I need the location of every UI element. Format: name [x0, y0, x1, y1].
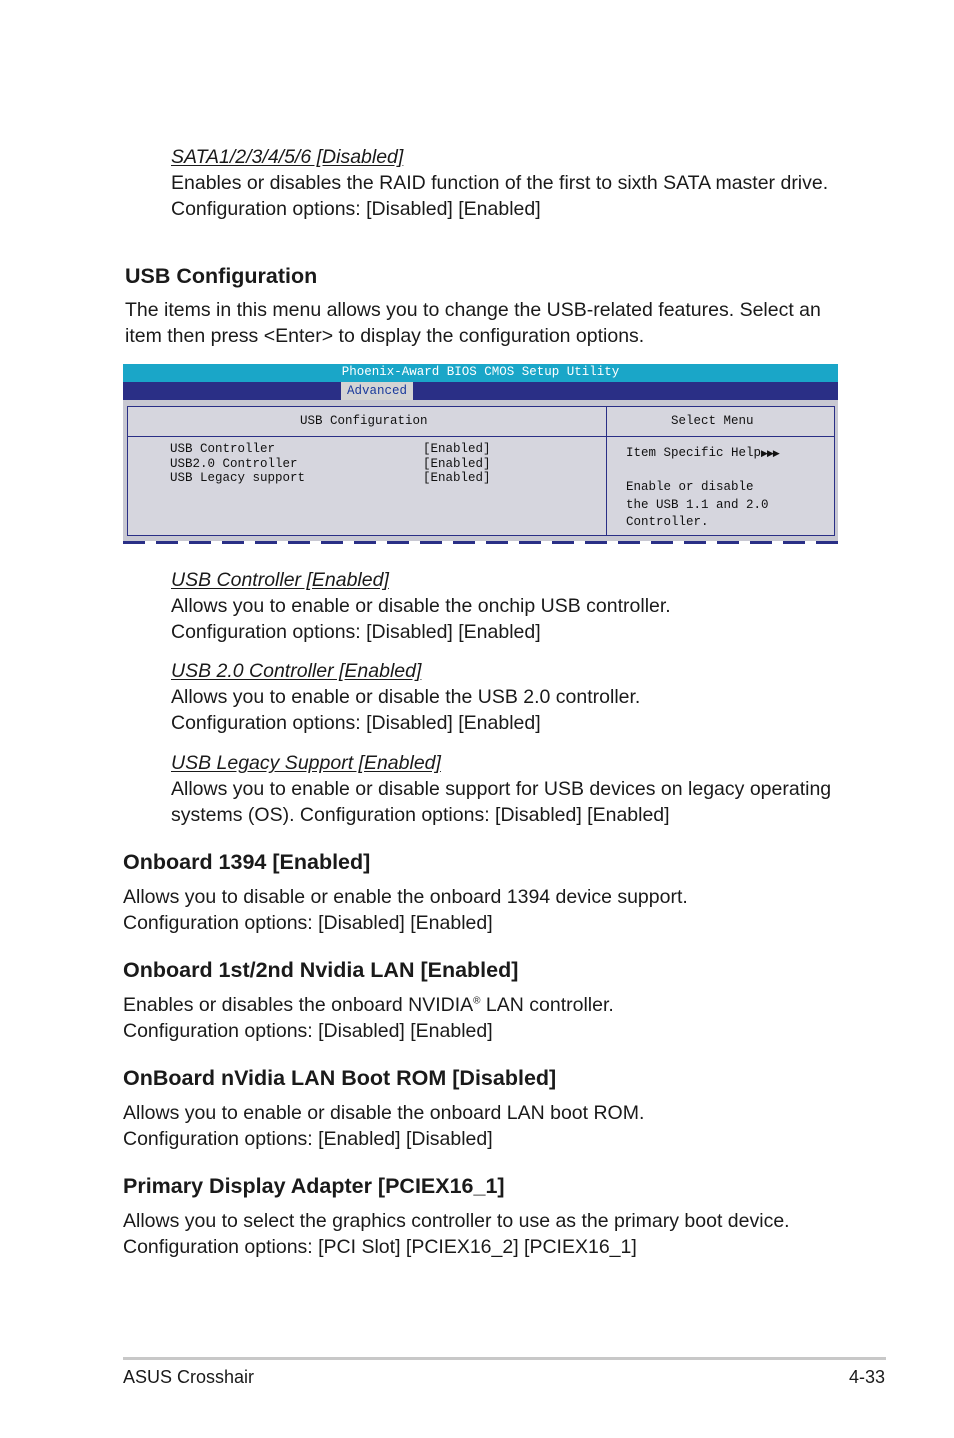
primary-display-options: Configuration options: [PCI Slot] [PCIEX16_2] [PCIEX16_1]	[123, 1236, 637, 1258]
triple-chevron-icon: ▶▶▶	[761, 449, 779, 459]
bios-help-header: Select Menu	[671, 414, 754, 428]
usb-controller-description: Allows you to enable or disable the onchip USB controller.	[171, 595, 671, 617]
bios-header-divider	[128, 436, 834, 437]
bios-help-line-2: the USB 1.1 and 2.0	[626, 498, 769, 512]
bios-tab-bar	[123, 382, 838, 400]
bios-panel	[127, 406, 835, 536]
usb-controller-title: USB Controller [Enabled]	[171, 569, 389, 591]
bios-title-bar	[123, 364, 838, 382]
sata-options: Configuration options: [Disabled] [Enabled]	[171, 198, 541, 220]
bios-item-usb-controller-value[interactable]: [Enabled]	[423, 442, 491, 456]
usb-configuration-intro-line2: item then press <Enter> to display the configuration options.	[125, 325, 645, 347]
onboard-1394-options: Configuration options: [Disabled] [Enabled]	[123, 912, 493, 934]
usb-controller-options: Configuration options: [Disabled] [Enabled]	[171, 621, 541, 643]
footer-rule	[123, 1357, 886, 1360]
nvidia-lan-description	[123, 992, 614, 1018]
usb20-controller-description: Allows you to enable or disable the USB 2.0 controller.	[171, 686, 641, 708]
bios-item-usb-controller-label[interactable]: USB Controller	[170, 442, 276, 456]
primary-display-description: Allows you to select the graphics controller to use as the primary boot device.	[123, 1210, 790, 1232]
bios-help-line-1: Enable or disable	[626, 480, 754, 494]
bios-item-usb20-controller-value[interactable]: [Enabled]	[423, 457, 491, 471]
lan-boot-rom-description: Allows you to enable or disable the onboard LAN boot ROM.	[123, 1102, 645, 1124]
footer-product-name: ASUS Crosshair	[123, 1367, 255, 1387]
bios-help-title-text: Item Specific Help	[626, 446, 762, 460]
lan-boot-rom-heading: OnBoard nVidia LAN Boot ROM [Disabled]	[123, 1066, 557, 1090]
bios-item-usb20-controller-label[interactable]: USB2.0 Controller	[170, 457, 298, 471]
onboard-1394-description: Allows you to disable or enable the onboard 1394 device support.	[123, 886, 688, 908]
sata-description: Enables or disables the RAID function of the first to sixth SATA master drive.	[171, 172, 829, 194]
bios-dashed-border	[123, 541, 838, 544]
lan-boot-rom-options: Configuration options: [Enabled] [Disabled]	[123, 1128, 493, 1150]
bios-help-line-3: Controller.	[626, 515, 709, 529]
bios-tab-advanced[interactable]: Advanced	[341, 382, 413, 400]
sata-item-title: SATA1/2/3/4/5/6 [Disabled]	[171, 146, 404, 168]
bios-item-usb-legacy-value[interactable]: [Enabled]	[423, 471, 491, 485]
usb-legacy-title: USB Legacy Support [Enabled]	[171, 752, 441, 774]
onboard-1394-heading: Onboard 1394 [Enabled]	[123, 850, 371, 874]
usb-configuration-heading: USB Configuration	[125, 264, 318, 288]
bios-screenshot	[123, 364, 838, 546]
usb-legacy-options: systems (OS). Configuration options: [Disabled] [Enabled]	[171, 804, 670, 826]
primary-display-heading: Primary Display Adapter [PCIEX16_1]	[123, 1174, 505, 1198]
bios-menu-header: USB Configuration	[300, 414, 428, 428]
nvidia-lan-description-start: Enables or disables the onboard NVIDIA	[123, 994, 474, 1016]
usb20-controller-options: Configuration options: [Disabled] [Enabled]	[171, 712, 541, 734]
usb20-controller-title: USB 2.0 Controller [Enabled]	[171, 660, 422, 682]
nvidia-lan-heading: Onboard 1st/2nd Nvidia LAN [Enabled]	[123, 958, 519, 982]
bios-help-title	[626, 446, 779, 462]
bios-item-usb-legacy-label[interactable]: USB Legacy support	[170, 471, 306, 485]
bios-body	[123, 400, 838, 541]
usb-configuration-intro-line1: The items in this menu allows you to change the USB-related features. Select an	[125, 299, 821, 321]
bios-column-divider	[606, 407, 607, 535]
bios-title: Phoenix-Award BIOS CMOS Setup Utility	[341, 365, 620, 379]
usb-legacy-description: Allows you to enable or disable support for USB devices on legacy operating	[171, 778, 832, 800]
registered-mark: ®	[473, 995, 481, 1007]
nvidia-lan-description-end: LAN controller.	[480, 994, 614, 1016]
nvidia-lan-options: Configuration options: [Disabled] [Enabled]	[123, 1020, 493, 1042]
footer-page-number: 4-33	[848, 1367, 885, 1387]
